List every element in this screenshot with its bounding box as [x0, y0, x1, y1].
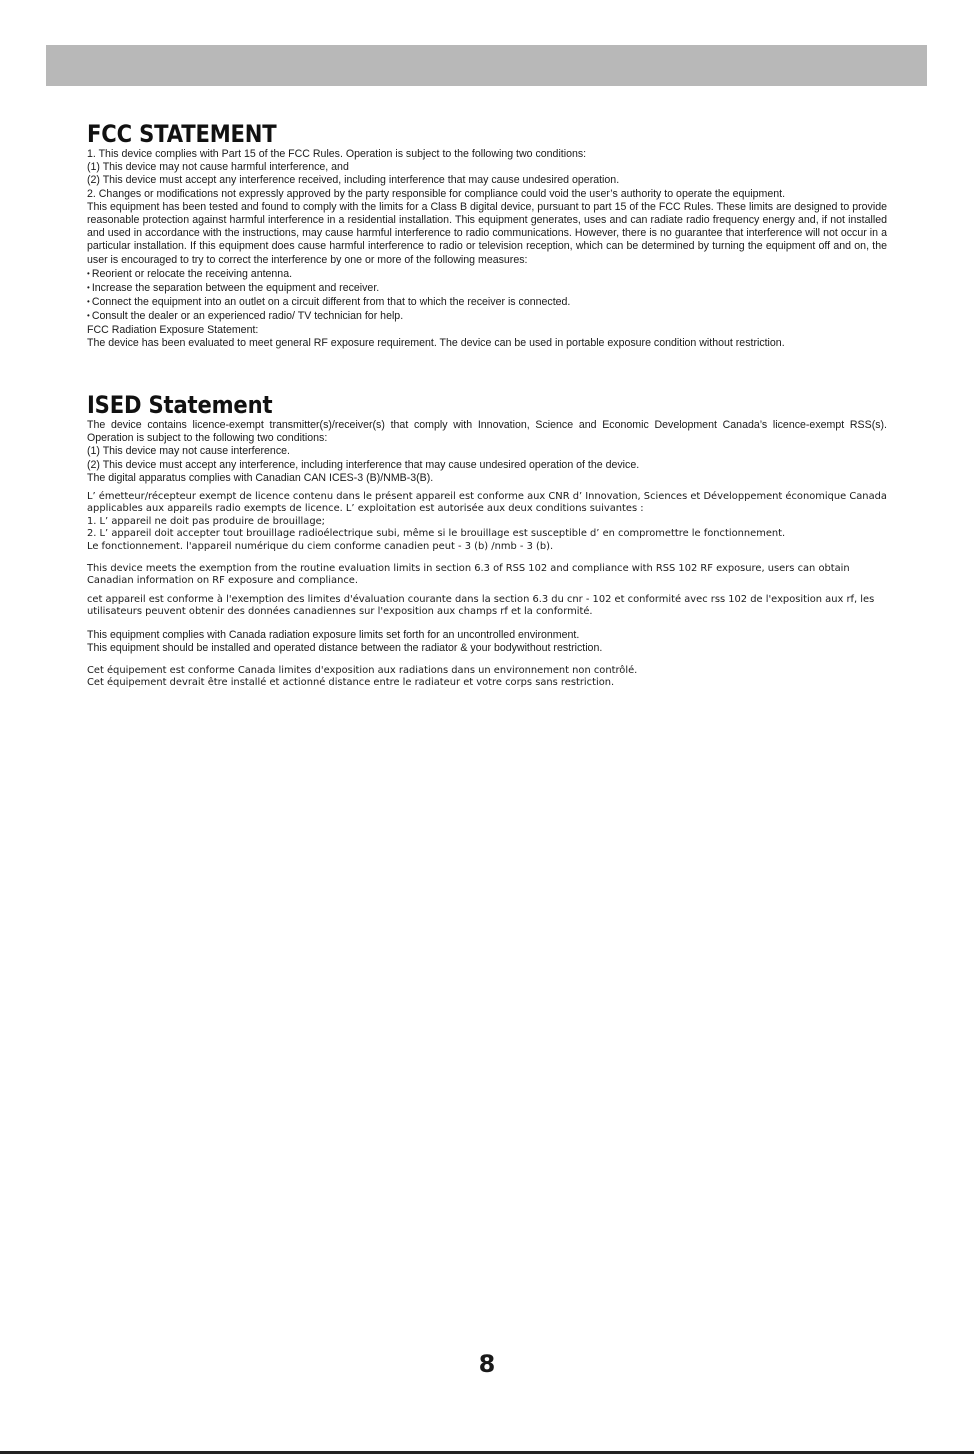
radiation-fr-line: Cet équipement devrait être installé et actionné distance entre le radiateur et votre corps sans restriction. — [87, 677, 615, 689]
ised-french-block — [87, 491, 887, 553]
bullet-icon: • — [87, 297, 90, 307]
ised-section — [87, 391, 887, 690]
header-bar — [46, 45, 927, 86]
bullet-icon: • — [87, 311, 90, 321]
radiation-fr-line: Cet équipement est conforme Canada limites d'exposition aux radiations dans un environnement non contrôlé. — [87, 665, 638, 677]
fcc-line: 2. Changes or modifications not expressly approved by the party responsible for compliance could void the user’s authority to operate the equipment. — [87, 187, 786, 200]
fcc-bullet: • Connect the equipment into an outlet on a circuit different from that to which the receiver is connected. — [87, 296, 571, 309]
radiation-en-block — [87, 629, 887, 655]
ised-line: The device contains licence-exempt transmitter(s)/receiver(s) that comply with Innovation, Science and Economic Development Canada’s licence-exempt RSS(s). Operation is subject to the following two conditions: — [87, 419, 887, 445]
fcc-bullet: • Consult the dealer or an experienced radio/ TV technician for help. — [87, 310, 404, 323]
exemption-fr: cet appareil est conforme à l'exemption des limites d'évaluation courante dans la section 6.3 du cnr - 102 et conformité avec rss 102 de l'exposition aux rf, les utilisateurs peuvent obtenir des données canadiennes sur l'exposition aux champs rf et la conformité. — [87, 593, 875, 618]
fr-line: 1. L’ appareil ne doit pas produire de brouillage; — [87, 515, 325, 527]
fcc-line: (1) This device may not cause harmful interference, and — [87, 161, 349, 174]
fcc-title: FCC STATEMENT — [87, 120, 277, 148]
fcc-rf-text: The device has been evaluated to meet general RF exposure requirement. The device can be used in portable exposure condition without restriction. — [87, 336, 785, 349]
radiation-en-line: This equipment should be installed and operated distance between the radiator & your bodywithout restriction. — [87, 641, 603, 654]
ised-line: The digital apparatus complies with Canadian CAN ICES-3 (B)/NMB-3(B). — [87, 471, 434, 484]
fcc-paragraph: This equipment has been tested and found to comply with the limits for a Class B digital device, pursuant to part 15 of the FCC Rules. These limits are designed to provide reasonable protection against harmful interference in a residential installation. This equipment generates, uses and can radiate radio frequency energy and, if not installed and used in accordance with the instructions, may cause harmful interference to radio communications. However, there is no guarantee that interference will not occur in a particular installation. If this equipment does cause harmful interference to radio or television reception, which can be determined by turning the equipment off and on, the user is encouraged to try to correct the interference by one or more of the following measures: — [87, 200, 887, 266]
fr-line: Le fonctionnement. l'appareil numérique du ciem conforme canadien peut - 3 (b) /nmb - 3 (b). — [87, 540, 554, 552]
fcc-rf-heading: FCC Radiation Exposure Statement: — [87, 323, 259, 336]
fcc-body — [87, 148, 887, 350]
bullet-icon: • — [87, 283, 90, 293]
bullet-icon: • — [87, 268, 90, 278]
ised-line: (1) This device may not cause interference. — [87, 445, 290, 458]
fcc-bullet: • Reorient or relocate the receiving antenna. — [87, 267, 293, 280]
fcc-section — [87, 120, 887, 350]
ised-body — [87, 419, 887, 690]
fr-line: 2. L’ appareil doit accepter tout brouillage radioélectrique subi, même si le brouillage est susceptible d’ en compromettre le fonctionnement. — [87, 528, 786, 540]
fcc-line: (2) This device must accept any interference received, including interference that may cause undesired operation. — [87, 174, 620, 187]
radiation-en-line: This equipment complies with Canada radiation exposure limits set forth for an uncontrolled environment. — [87, 628, 580, 641]
exemption-en: This device meets the exemption from the routine evaluation limits in section 6.3 of RSS 102 and compliance with RSS 102 RF exposure, users can obtain Canadian information on RF exposure and compliance. — [87, 563, 850, 587]
fcc-bullet: • Increase the separation between the equipment and receiver. — [87, 282, 380, 295]
fr-line: L’ émetteur/récepteur exempt de licence contenu dans le présent appareil est conforme aux CNR d’ Innovation, Sciences et Développement économique Canada applicables aux appareils radio exempts de licence. L’ exploitation est autorisée aux deux conditions suivantes : — [87, 491, 887, 515]
page-number: 8 — [478, 1350, 496, 1378]
fcc-line: 1. This device complies with Part 15 of the FCC Rules. Operation is subject to the following two conditions: — [87, 148, 587, 160]
ised-title: ISED Statement — [87, 391, 273, 419]
ised-line: (2) This device must accept any interference, including interference that may cause undesired operation of the device. — [87, 458, 640, 471]
radiation-fr-block — [87, 665, 887, 690]
